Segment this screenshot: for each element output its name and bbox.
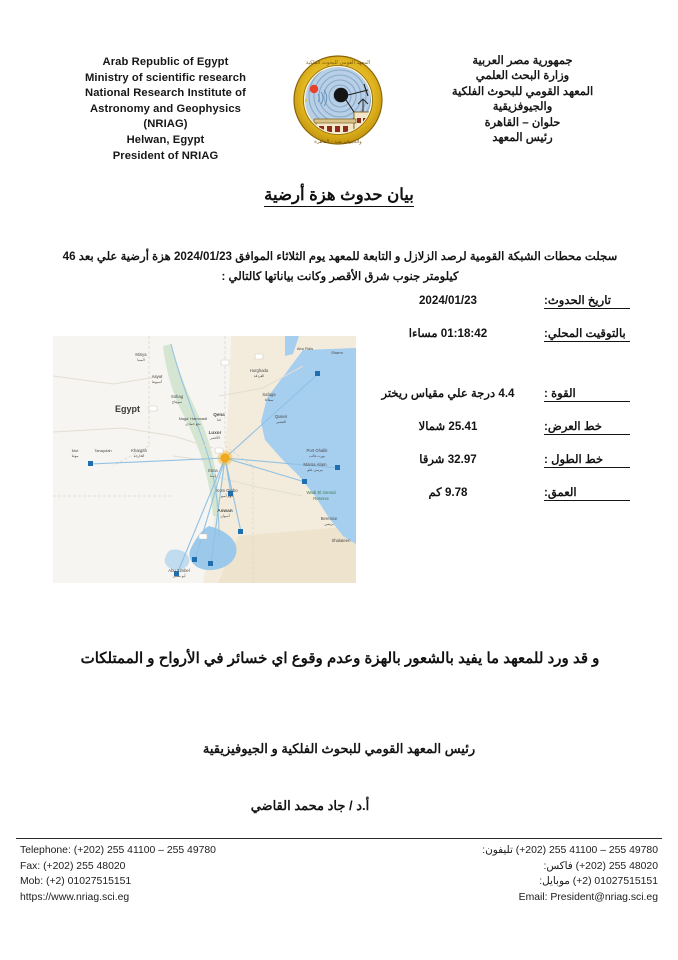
svg-text:Berenice: Berenice [320, 516, 338, 521]
footer-fax-ar-value: (+202) 255 48020 [575, 860, 658, 872]
svg-text:Naga' Hammadi: Naga' Hammadi [178, 416, 208, 421]
svg-text:القصير: القصير [276, 420, 286, 424]
field-value-depth: 9.78 كم [428, 486, 468, 499]
svg-text:أسوان: أسوان [220, 514, 230, 518]
header-ar-line-3: المعهد القومي للبحوث الفلكية [451, 85, 594, 98]
header-en-line-5: (NRIAG) [143, 118, 188, 131]
field-row-depth [360, 485, 630, 501]
footer-website-link[interactable]: https://www.nriag.sci.eg [20, 891, 130, 903]
svg-text:والجيوفيزيقية - القاهرة: والجيوفيزيقية - القاهرة [314, 139, 362, 145]
svg-text:Minya: Minya [135, 352, 147, 357]
header-ar-line-2: وزارة البحث العلمي [475, 70, 570, 83]
footer-contact-english [20, 843, 216, 905]
svg-text:Port Ghalib: Port Ghalib [306, 448, 328, 453]
svg-text:Marsa Alam: Marsa Alam [303, 462, 327, 467]
signature-name: أ.د / جاد محمد القاضي [250, 798, 370, 813]
svg-text:Aswan: Aswan [217, 509, 233, 514]
footer-mobile: Mob: (+2) 01027515151 [20, 876, 132, 887]
svg-text:Abu Simbel: Abu Simbel [168, 568, 190, 573]
earthquake-data-fields [360, 293, 630, 518]
svg-text:نجع حمادي: نجع حمادي [185, 422, 201, 426]
svg-text:الأقصر: الأقصر [210, 436, 220, 440]
page-title [0, 185, 678, 205]
damage-report-note: و قد ورد للمعهد ما يفيد بالشعور بالهزة وعدم وقوع اي خسائر في الأرواح و الممتلكات [80, 650, 600, 667]
header-arabic-block [415, 54, 630, 146]
map-graphic [53, 336, 356, 583]
svg-text:Wadi El Gemal: Wadi El Gemal [306, 490, 336, 495]
svg-text:مرسى علم: مرسى علم [307, 468, 323, 472]
header-en-line-6: Helwan, Egypt [126, 133, 205, 146]
footer-telephone-ar-value: (+202) 255 41100 – 255 49780 [515, 845, 658, 856]
svg-text:برنيس: برنيس [324, 522, 334, 526]
footer-fax-ar [482, 859, 658, 875]
svg-text:Asyut: Asyut [151, 374, 163, 379]
svg-text:Abu Rdis: Abu Rdis [296, 346, 314, 351]
footer-telephone: Telephone: (+202) 255 41100 – 255 49780 [20, 845, 216, 856]
svg-text:Safaga: Safaga [262, 392, 276, 397]
svg-text:Tanaydah: Tanaydah [94, 448, 112, 453]
field-label-longitude: خط الطول : [544, 452, 630, 468]
field-value-local-time: 01:18:42 مساءا [408, 327, 488, 340]
field-value-latitude: 25.41 شمالا [418, 420, 478, 433]
header-ar-line-6: رئيس المعهد [492, 132, 553, 145]
header-en-line-2: Ministry of scientific research [84, 71, 247, 84]
svg-text:الخارجة: الخارجة [133, 454, 145, 458]
footer-divider [16, 838, 662, 839]
footer-mobile-ar [482, 874, 658, 890]
field-label-local-time: بالتوقيت المحلي: [544, 326, 630, 342]
svg-text:Luxor: Luxor [208, 430, 222, 435]
svg-text:Mut: Mut [71, 448, 79, 453]
footer-mobile-ar-value: (+2) 01027515151 [572, 876, 658, 887]
epicenter-map [53, 336, 356, 583]
signature-title: رئيس المعهد القومي للبحوث الفلكية و الجيوفيزيقية [202, 741, 476, 756]
svg-text:Khargah: Khargah [131, 448, 147, 453]
svg-text:سوهاج: سوهاج [171, 400, 183, 404]
field-value-date: 2024/01/23 [418, 294, 478, 307]
svg-text:Reserve: Reserve [313, 496, 329, 501]
svg-text:إسنا: إسنا [209, 474, 217, 478]
svg-text:قنا: قنا [217, 418, 221, 422]
header-en-line-4: Astronomy and Geophysics [90, 102, 241, 115]
header-en-line-3: National Research Institute of [85, 87, 246, 100]
field-label-magnitude: القوة : [544, 386, 630, 402]
svg-text:موط: موط [71, 454, 79, 458]
svg-text:Sohag: Sohag [170, 394, 184, 399]
svg-text:كوم أمبو: كوم أمبو [221, 494, 233, 498]
svg-text:المعهد القومي للبحوث الفلكية: المعهد القومي للبحوث الفلكية [305, 60, 371, 66]
header-en-line-1: Arab Republic of Egypt [102, 56, 229, 68]
header-en-line-7: President of NRIAG [112, 149, 219, 162]
header-ar-line-4: والجيوفزيقية [492, 101, 553, 114]
intro-paragraph: سجلت محطات الشبكة القومية لرصد الزلازل و التابعة للمعهد يوم الثلاثاء الموافق 2024/01/23 هزة أرضية علي بعد 46 كيلومتر جنوب شرق الأقصر وكانت بياناتها كالتالي : [62, 250, 618, 283]
svg-text:بورت غالب: بورت غالب [309, 454, 325, 458]
nriag-logo-icon [288, 48, 388, 153]
svg-text:Esna: Esna [208, 468, 218, 473]
footer-contact-arabic [482, 843, 658, 905]
field-label-depth: العمق: [544, 485, 630, 501]
field-value-magnitude: 4.4 درجة علي مقياس ريختر [381, 387, 515, 400]
footer-telephone-ar [482, 843, 658, 859]
field-row-latitude [360, 419, 630, 435]
svg-text:سفاجا: سفاجا [264, 398, 274, 402]
svg-text:Kom Ombo: Kom Ombo [216, 488, 238, 493]
header-ar-line-5: حلوان – القاهرة [484, 116, 561, 129]
field-row-magnitude [360, 386, 630, 402]
header-ar-line-1: جمهورية مصر العربية [472, 55, 573, 67]
svg-text:Sharm: Sharm [331, 350, 343, 355]
footer-email-link[interactable]: Email: President@nriag.sci.eg [518, 891, 658, 903]
svg-text:الغردقة: الغردقة [253, 374, 265, 378]
footer-email-row [482, 890, 658, 906]
svg-text:أبو سمبل: أبو سمبل [172, 574, 186, 578]
field-label-date: تاريخ الحدوث: [544, 293, 630, 309]
field-row-date [360, 293, 630, 309]
footer-fax-ar-label: فاكس: [543, 860, 573, 872]
field-label-latitude: خط العرض: [544, 419, 630, 435]
footer-fax: Fax: (+202) 255 48020 [20, 860, 126, 872]
svg-text:Quseir: Quseir [274, 414, 288, 419]
svg-text:أسيوط: أسيوط [151, 380, 163, 384]
svg-text:Qena: Qena [213, 412, 225, 417]
svg-text:المنيا: المنيا [137, 358, 145, 362]
footer-mobile-ar-label: موبايل: [539, 876, 570, 887]
header-english-block [58, 55, 273, 164]
field-row-longitude [360, 452, 630, 468]
page-title-text: بيان حدوث هزة أرضية [264, 186, 414, 207]
svg-text:Hurghada: Hurghada [249, 368, 269, 373]
footer-telephone-ar-label: تليفون: [482, 845, 513, 856]
field-row-local-time [360, 326, 630, 342]
svg-text:Shalateen: Shalateen [331, 538, 351, 543]
field-value-longitude: 32.97 شرقا [419, 453, 477, 466]
map-country-label: Egypt [115, 404, 141, 414]
